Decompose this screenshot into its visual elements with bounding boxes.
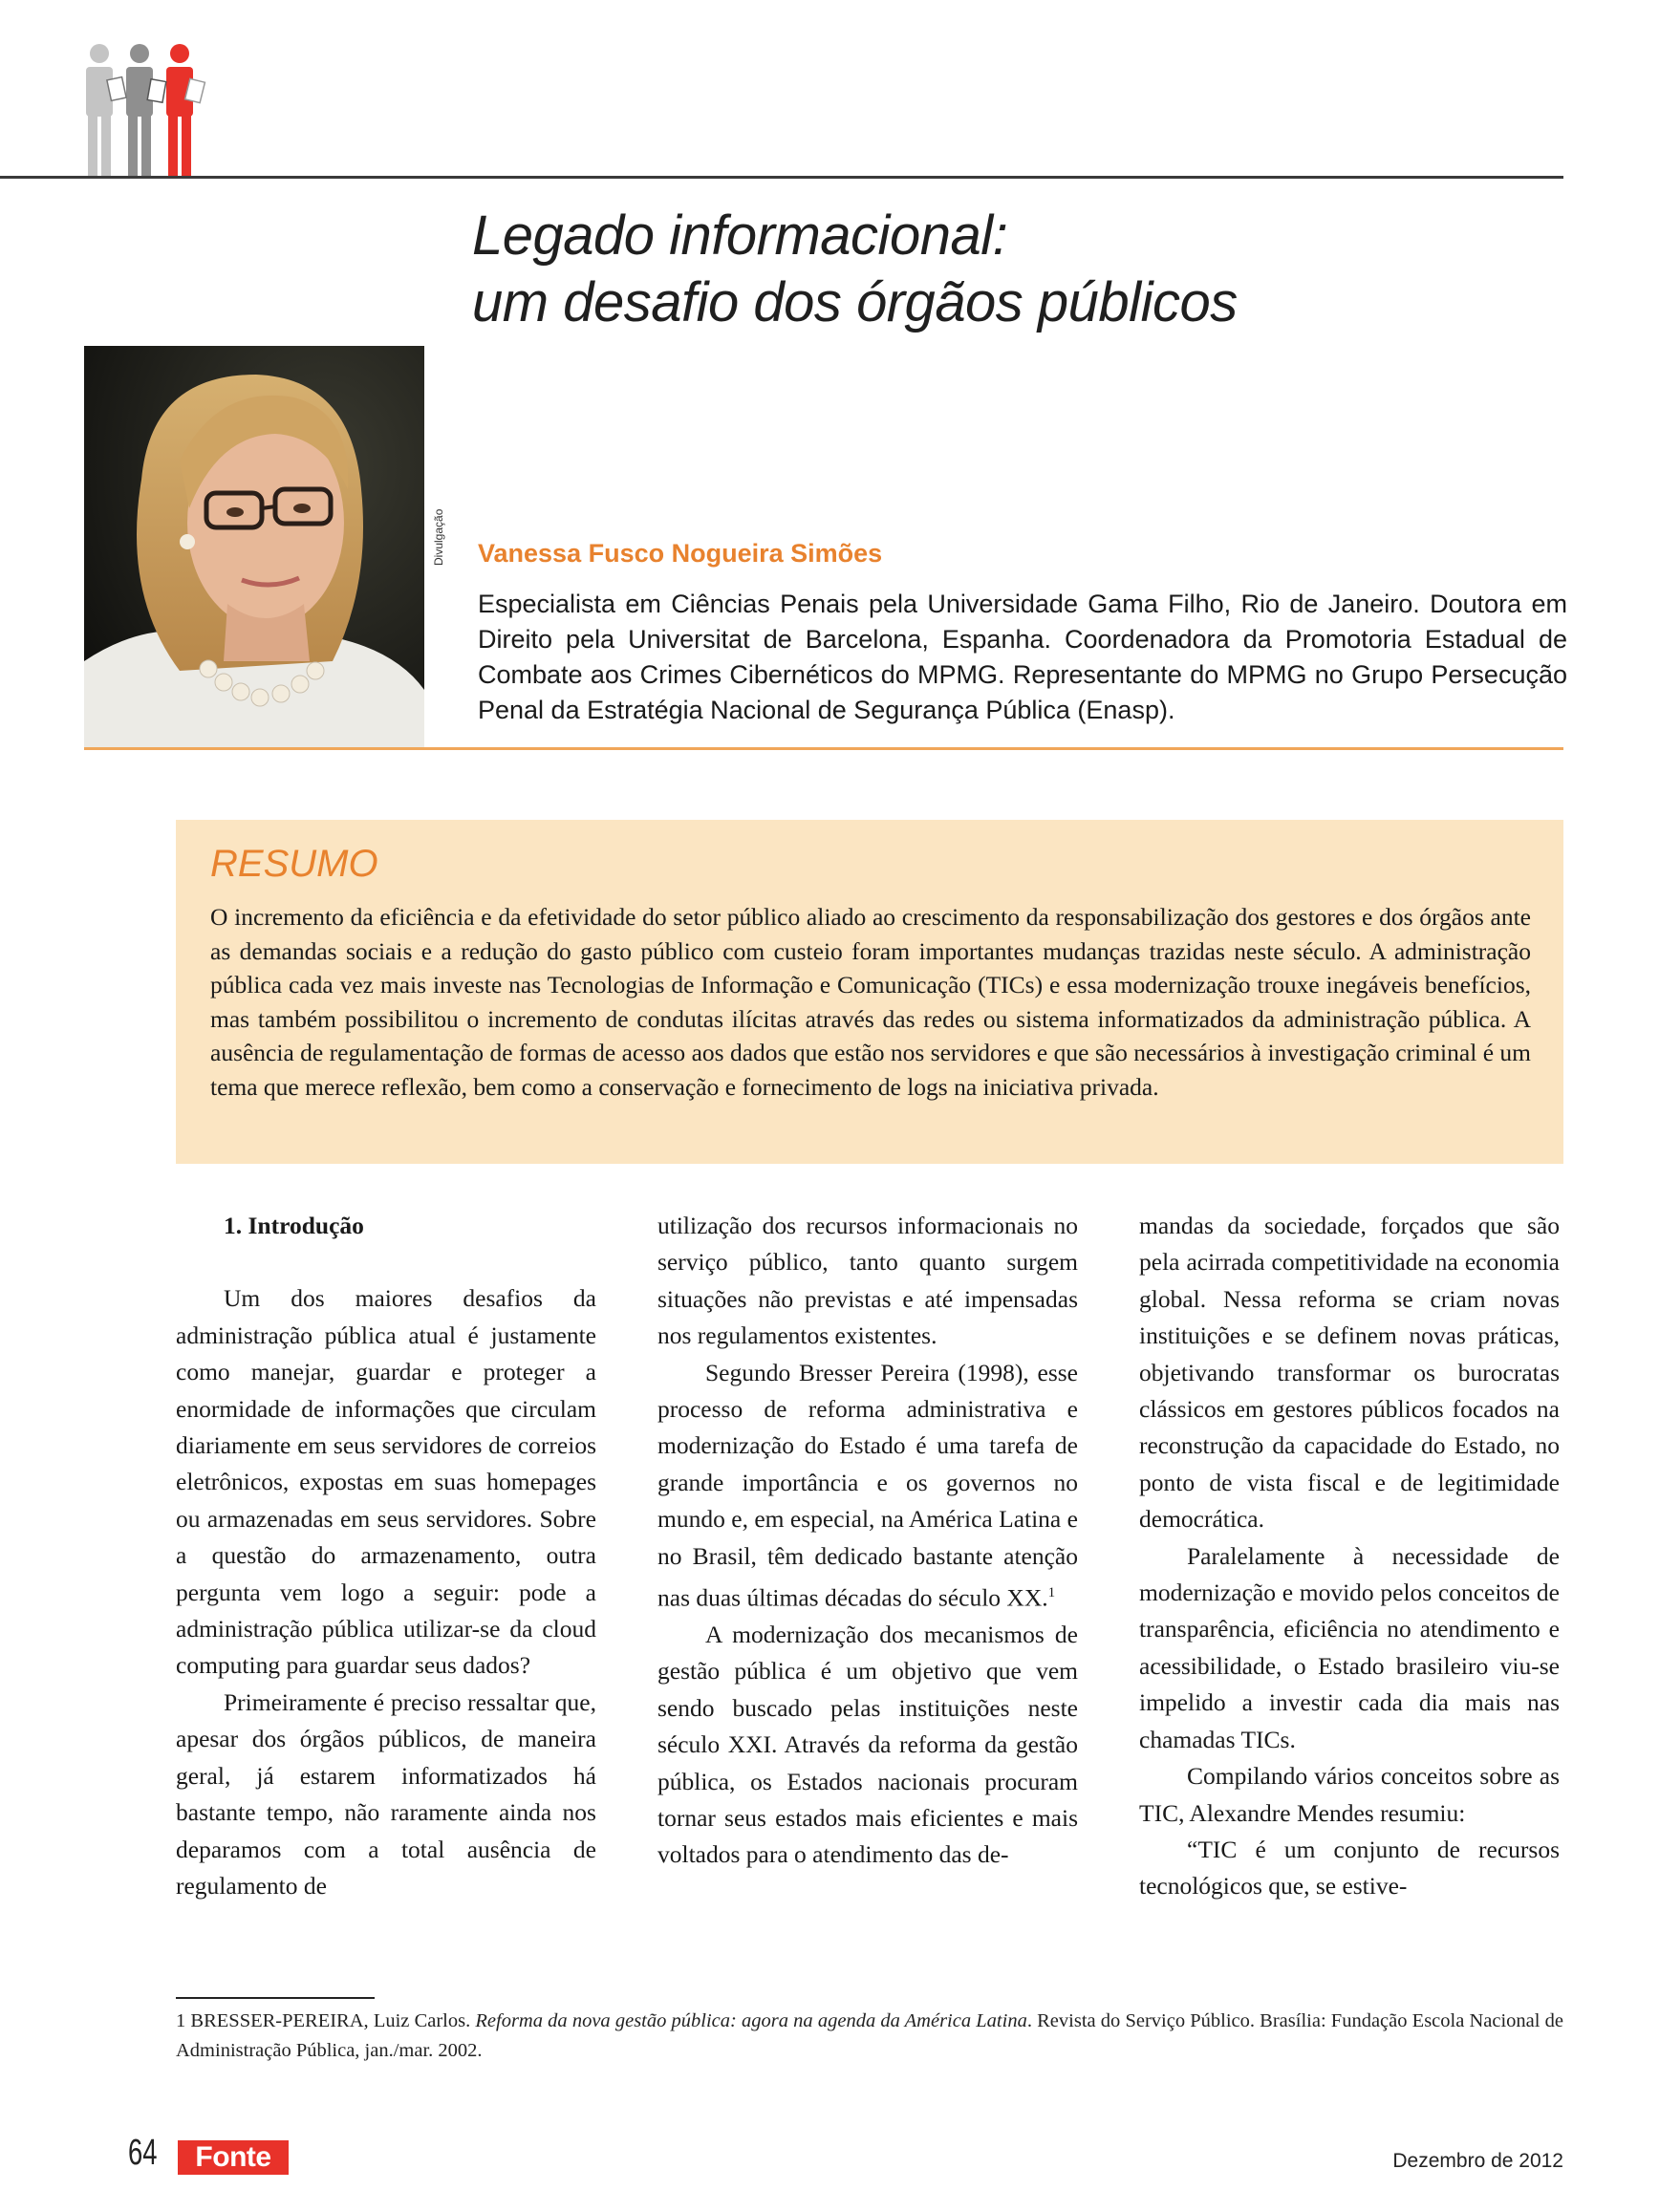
paragraph-continuation: mandas da sociedade, forçados que são pela acirrada competitividade na economia global. Nessa reforma se criam novas instituições e se definem novas práticas, objetivando transformar os burocratas clássicos em gestores públicos focados na reconstrução da capacidade do Estado, no ponto de vista fiscal e de legitimidade democrática. bbox=[1139, 1212, 1560, 1534]
page-number: 64 bbox=[128, 2133, 158, 2173]
paragraph: Um dos maiores desafios da administração pública atual é justamente como manejar, guardar e proteger a enormidade de informações que circulam diariamente em seus servidores de correios eletrônicos, expostas em suas homepages ou armazenadas em seus servidores. Sobre a questão do armazenamento, outra pergunta vem logo a seguir: pode a administração pública utilizar-se da cloud computing para guardar seus dados? bbox=[176, 1284, 596, 1680]
paragraph-text: Segundo Bresser Pereira (1998), esse processo de reforma administrativa e modernização do Estado é uma tarefa de grande importância e os governos no mundo e, em especial, na América Latina e no Brasil, têm dedicado bastante atenção nas duas últimas décadas do século XX. bbox=[657, 1358, 1078, 1612]
footnote-suffix: . Revista do Serviço Público. Brasília: Fundação Escola Nacional de Administração Pública, jan./mar. 2002. bbox=[176, 2010, 1563, 2061]
person-figure-mid bbox=[126, 44, 153, 176]
abstract-box bbox=[176, 820, 1563, 1164]
footnote bbox=[176, 2007, 1563, 2066]
body-column-3 bbox=[1139, 1208, 1560, 1905]
magazine-logo-people-icon bbox=[80, 42, 214, 178]
issue-date: Dezembro de 2012 bbox=[1392, 2150, 1563, 2172]
author-bio: Especialista em Ciências Penais pela Universidade Gama Filho, Rio de Janeiro. Doutora em Direito pela Universitat de Barcelona, Espanha. Coordenadora da Promotoria Estadual de Combate aos Crimes Cibernéticos do MPMG. Representante do MPMG no Grupo Persecução Penal da Estratégia Nacional de Segurança Pública (Enasp). bbox=[478, 590, 1567, 724]
paragraph-continuation: utilização dos recursos informacionais no serviço público, tanto quanto surgem situações não previstas e até impensadas nos regulamentos existentes. bbox=[657, 1212, 1078, 1350]
author-rule bbox=[84, 747, 1563, 750]
paragraph: Compilando vários conceitos sobre as TIC, Alexandre Mendes resumiu: bbox=[1139, 1762, 1560, 1827]
title-line-2: um desafio dos órgãos públicos bbox=[472, 271, 1238, 333]
author-name: Vanessa Fusco Nogueira Simões bbox=[478, 539, 883, 568]
photo-credit: Divulgação bbox=[432, 508, 445, 566]
footnote-title: Reforma da nova gestão pública: agora na agenda da América Latina bbox=[475, 2010, 1027, 2031]
magazine-logo: Fonte bbox=[178, 2140, 289, 2175]
footnote-prefix: 1 BRESSER-PEREIRA, Luiz Carlos. bbox=[176, 2010, 476, 2031]
paragraph bbox=[657, 1355, 1078, 1617]
body-column-2 bbox=[657, 1208, 1078, 1874]
body-column-1 bbox=[176, 1208, 596, 1904]
photo-credit-container bbox=[432, 489, 447, 566]
paragraph: Primeiramente é preciso ressaltar que, apesar dos órgãos públicos, de maneira geral, já estarem informatizados há bastante tempo, não raramente ainda nos deparamos com a total ausência de regulamento de bbox=[176, 1687, 596, 1900]
title-line-1: Legado informacional: bbox=[472, 204, 1008, 267]
footnote-rule bbox=[176, 1997, 375, 1999]
paragraph: Paralelamente à necessidade de modernização e movido pelos conceitos de transparência, eficiência no atendimento e acessibilidade, o Estado brasileiro viu-se impelido a investir cada dia mais nas chamadas TICs. bbox=[1139, 1541, 1560, 1753]
abstract-text: O incremento da eficiência e da efetividade do setor público aliado ao crescimento da responsabilização dos gestores e dos órgãos ante as demandas sociais e a redução do gasto público com custeio foram importantes mudanças trazidas neste século. A administração pública cada vez mais investe nas Tecnologias de Informação e Comunicação (TICs) e essa modernização trouxe inegáveis benefícios, mas também possibilitou o incremento de condutas ilícitas através das redes ou sistema informatizados da administração pública. A ausência de regulamentação de formas de acesso aos dados que estão nos servidores e que são necessários à investigação criminal é um tema que merece reflexão, bem como a conservação e fornecimento de logs na iniciativa privada. bbox=[210, 903, 1531, 1101]
article-title bbox=[472, 203, 1523, 336]
footnote-marker[interactable]: 1 bbox=[1047, 1585, 1056, 1601]
paragraph: “TIC é um conjunto de recursos tecnológicos que, se estive- bbox=[1139, 1835, 1560, 1901]
section-heading: 1. Introdução bbox=[224, 1212, 364, 1239]
abstract-heading: RESUMO bbox=[210, 843, 378, 885]
author-portrait-icon bbox=[84, 346, 424, 747]
person-figure-light bbox=[86, 44, 113, 176]
person-figure-red bbox=[166, 44, 193, 176]
paragraph: A modernização dos mecanismos de gestão pública é um objetivo que vem sendo buscado pelas instituições neste século XXI. Através da reforma da gestão pública, os Estados nacionais procuram tornar seus estados mais eficientes e mais voltados para o atendimento das de- bbox=[657, 1620, 1078, 1869]
header-rule bbox=[0, 176, 1563, 179]
